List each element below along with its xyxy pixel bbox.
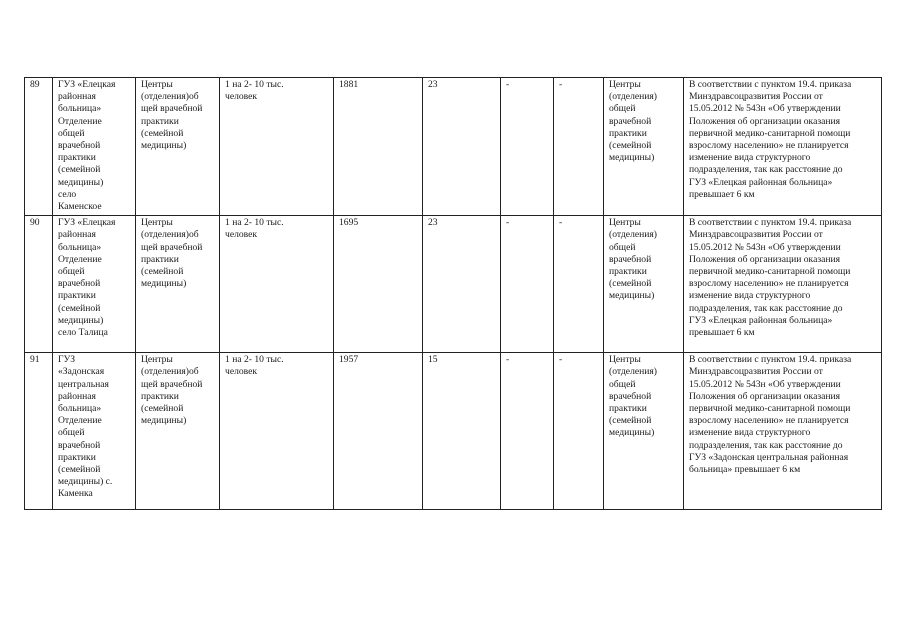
- distance-cell: 23: [423, 78, 501, 216]
- facilities-table: [24, 77, 882, 510]
- norm-cell: 1 на 2- 10 тыс. человек: [220, 78, 334, 216]
- distance-cell: 15: [423, 353, 501, 510]
- planned-type-cell: Центры (отделения) общей врачебной практики (семейной медицины): [604, 216, 684, 353]
- planned-type-cell: Центры (отделения) общей врачебной практики (семейной медицины): [604, 353, 684, 510]
- table-row: [25, 78, 882, 216]
- norm-cell: 1 на 2- 10 тыс. человек: [220, 353, 334, 510]
- dash-cell: -: [554, 353, 604, 510]
- note-cell: В соответствии с пунктом 19.4. приказа Минздравсоцразвития России от 15.05.2012 № 543н «Об утверждении Положения об организации оказания первичной медико-санитарной помощи взрослому населению» не планируется изменение вида структурного подразделения, так как расстояние до ГУЗ «Елецкая районная больница» превышает 6 км: [684, 216, 882, 353]
- dash-cell: -: [501, 353, 554, 510]
- facility-name-cell: ГУЗ «Елецкая районная больница» Отделение общей врачебной практики (семейной медицины) село Каменское: [53, 78, 136, 216]
- facility-type-cell: Центры (отделения)об щей врачебной практики (семейной медицины): [136, 78, 220, 216]
- facility-type-cell: Центры (отделения)об щей врачебной практики (семейной медицины): [136, 216, 220, 353]
- planned-type-cell: Центры (отделения) общей врачебной практики (семейной медицины): [604, 78, 684, 216]
- facility-type-cell: Центры (отделения)об щей врачебной практики (семейной медицины): [136, 353, 220, 510]
- dash-cell: -: [501, 216, 554, 353]
- dash-cell: -: [554, 216, 604, 353]
- row-number-cell: 91: [25, 353, 53, 510]
- row-number-cell: 89: [25, 78, 53, 216]
- facility-name-cell: ГУЗ «Елецкая районная больница» Отделение общей врачебной практики (семейной медицины) село Талица: [53, 216, 136, 353]
- table-row: [25, 353, 882, 510]
- facility-name-cell: ГУЗ «Задонская центральная районная больница» Отделение общей врачебной практики (семейной медицины) с. Каменка: [53, 353, 136, 510]
- dash-cell: -: [554, 78, 604, 216]
- population-cell: 1881: [334, 78, 423, 216]
- note-cell: В соответствии с пунктом 19.4. приказа Минздравсоцразвития России от 15.05.2012 № 543н «Об утверждении Положения об организации оказания первичной медико-санитарной помощи взрослому населению» не планируется изменение вида структурного подразделения, так как расстояние до ГУЗ «Елецкая районная больница» превышает 6 км: [684, 78, 882, 216]
- row-number-cell: 90: [25, 216, 53, 353]
- population-cell: 1957: [334, 353, 423, 510]
- dash-cell: -: [501, 78, 554, 216]
- note-cell: В соответствии с пунктом 19.4. приказа Минздравсоцразвития России от 15.05.2012 № 543н «Об утверждении Положения об организации оказания первичной медико-санитарной помощи взрослому населению» не планируется изменение вида структурного подразделения, так как расстояние до ГУЗ «Задонская центральная районная больница» превышает 6 км: [684, 353, 882, 510]
- norm-cell: 1 на 2- 10 тыс. человек: [220, 216, 334, 353]
- table-row: [25, 216, 882, 353]
- population-cell: 1695: [334, 216, 423, 353]
- distance-cell: 23: [423, 216, 501, 353]
